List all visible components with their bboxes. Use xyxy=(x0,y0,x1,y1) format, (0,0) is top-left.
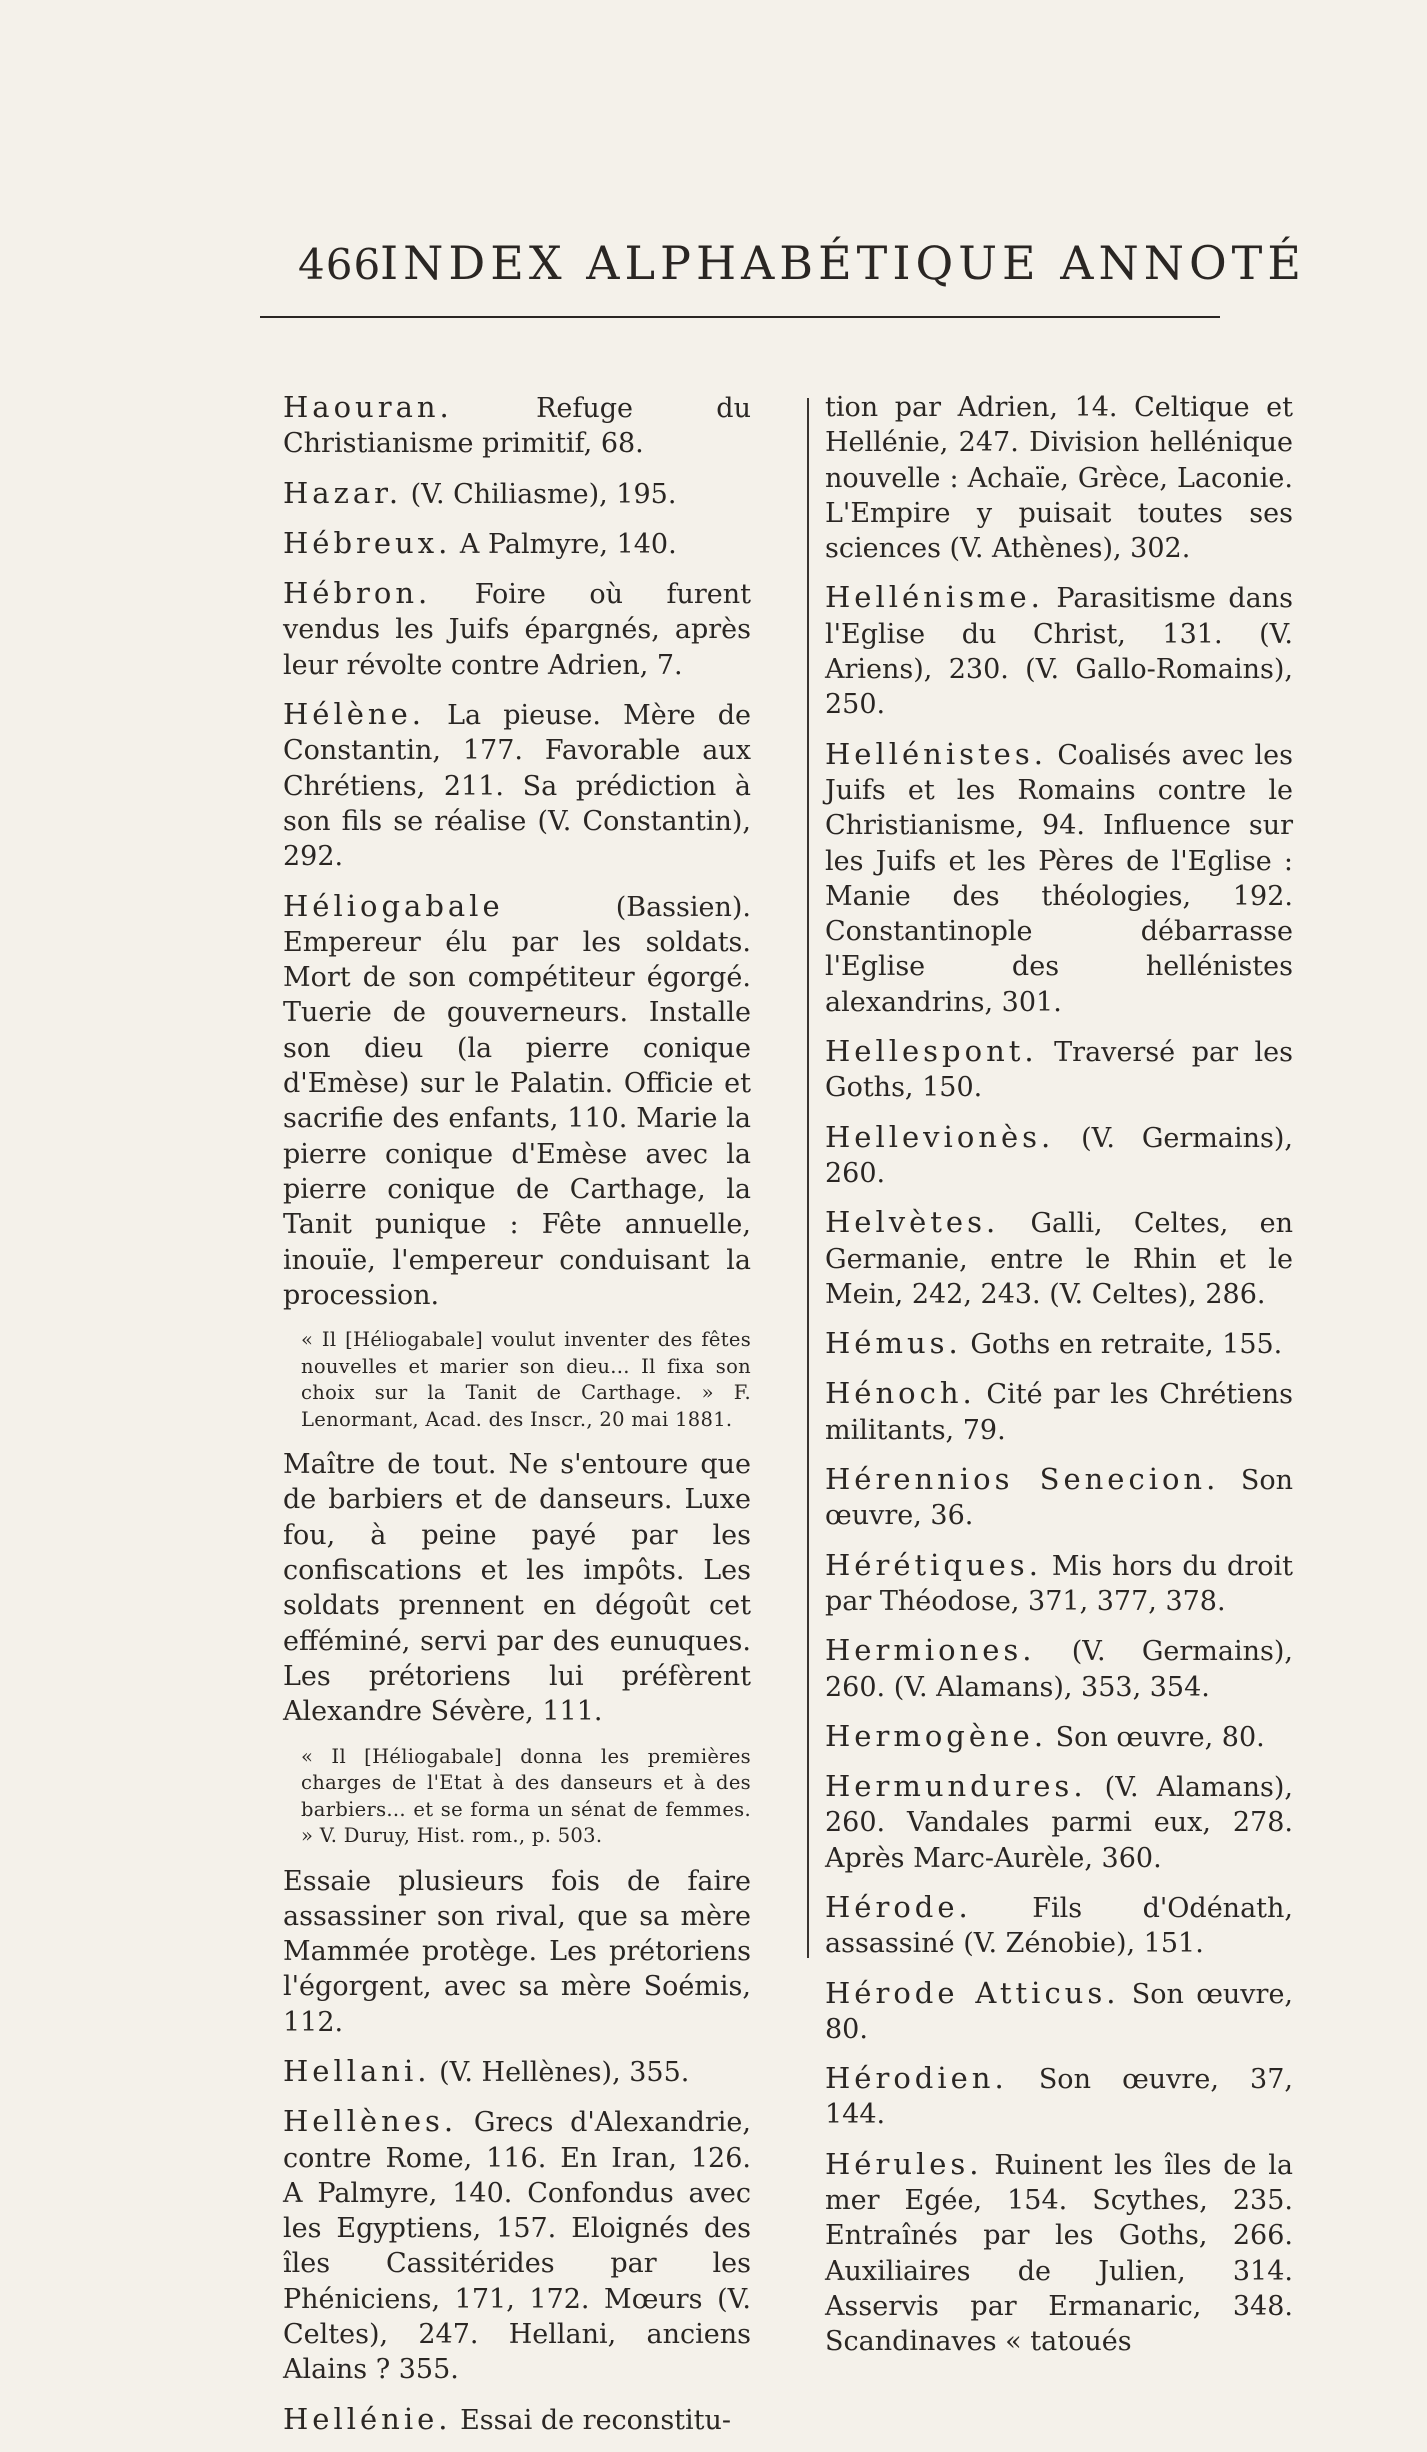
entry-text: Son œuvre, 80. xyxy=(825,1978,1293,2045)
entry-headword: Hermogène. xyxy=(825,1718,1048,1753)
index-entry xyxy=(283,390,751,462)
index-entry xyxy=(283,2054,751,2090)
entry-text: La pieuse. Mère de Constantin, 177. Favorable aux Chrétiens, 211. Sa prédiction à son fils se réalise (V. Constantin), 292. xyxy=(283,700,751,873)
entry-headword: Hellénisme. xyxy=(825,580,1044,615)
left-column xyxy=(283,390,751,2452)
index-entry xyxy=(283,2402,751,2438)
index-entry xyxy=(825,1326,1293,1362)
entry-text: A Palmyre, 140. xyxy=(459,528,677,560)
index-entry xyxy=(283,889,751,1314)
entry-text: Refuge du Christianisme primitif, 68. xyxy=(283,393,751,460)
entry-text: Traversé par les Goths, 150. xyxy=(825,1037,1293,1104)
index-entry xyxy=(825,1376,1293,1448)
right-column xyxy=(825,390,1293,2374)
page-header xyxy=(0,0,1427,320)
entry-text: Goths en retraite, 155. xyxy=(970,1329,1283,1361)
index-entry xyxy=(825,1633,1293,1705)
entry-text: (V. Chiliasme), 195. xyxy=(410,478,677,510)
entry-headword: Hellevionès. xyxy=(825,1119,1055,1154)
entry-headword: Hébron. xyxy=(283,576,432,611)
entry-text: (V. Germains), 260. xyxy=(825,1122,1293,1189)
index-entry xyxy=(825,1034,1293,1106)
index-continuation xyxy=(283,1447,751,1729)
entry-text: (V. Germains), 260. (V. Alamans), 353, 354. xyxy=(825,1636,1293,1703)
entry-headword: Héliogabale xyxy=(283,888,504,923)
column-divider xyxy=(807,398,809,1958)
entry-headword: Hérules. xyxy=(825,2146,983,2181)
entry-text: (V. Alamans), 260. Vandales parmi eux, 278. Après Marc-Aurèle, 360. xyxy=(825,1772,1293,1874)
entry-text: Ruinent les îles de la mer Egée, 154. Scythes, 235. Entraînés par les Goths, 266. Auxiliaires de Julien, 314. Asservis par Ermanaric, 348. Scandinaves « tatoués xyxy=(825,2149,1293,2358)
header-rule xyxy=(260,316,1220,318)
entry-headword: Hérennios Senecion. xyxy=(825,1462,1220,1497)
index-continuation xyxy=(825,390,1293,566)
index-entry xyxy=(283,476,751,512)
entry-text: Cité par les Chrétiens militants, 79. xyxy=(825,1379,1293,1446)
entry-text: Coalisés avec les Juifs et les Romains contre le Christianisme, 94. Influence sur les Juifs et les Pères de l'Eglise : Manie des théologies, 192. Constantinople débarrasse l'Eglise des hellénistes alexandrins, 301. xyxy=(825,739,1293,1018)
entry-text: Parasitisme dans l'Eglise du Christ, 131. (V. Ariens), 230. (V. Gallo-Romains), 250. xyxy=(825,583,1293,721)
entry-headword: Hermundures. xyxy=(825,1769,1087,1804)
index-entry xyxy=(825,580,1293,722)
entry-headword: Hermiones. xyxy=(825,1633,1036,1668)
page-number: 466 xyxy=(298,240,382,289)
entry-text: Galli, Celtes, en Germanie, entre le Rhin et le Mein, 242, 243. (V. Celtes), 286. xyxy=(825,1208,1293,1310)
index-entry xyxy=(825,2061,1293,2133)
entry-headword: Hérode Atticus. xyxy=(825,1975,1120,2010)
index-entry xyxy=(825,1769,1293,1876)
entry-text: Son œuvre, 37, 144. xyxy=(825,2064,1293,2131)
index-entry xyxy=(825,1462,1293,1534)
index-quote: « Il [Héliogabale] voulut inventer des fêtes nouvelles et marier son dieu... Il fixa son choix sur la Tanit de Carthage. » F. Lenormant, Acad. des Inscr., 20 mai 1881. xyxy=(301,1328,751,1431)
entry-text: (V. Hellènes), 355. xyxy=(439,2056,690,2088)
entry-headword: Hellani. xyxy=(283,2053,431,2088)
entry-headword: Hémus. xyxy=(825,1326,962,1361)
entry-text: Son œuvre, 36. xyxy=(825,1465,1293,1532)
entry-text: Maître de tout. Ne s'entoure que de barbiers et de danseurs. Luxe fou, à peine payé par les confiscations et les impôts. Les soldats prennent en dégoût cet efféminé, servi par des eunuques. Les prétoriens lui préfèrent Alexandre Sévère, 111. xyxy=(283,1449,751,1728)
entry-headword: Hébreux. xyxy=(283,525,452,560)
entry-headword: Hellénie. xyxy=(283,2401,452,2436)
entry-headword: Hérode. xyxy=(825,1889,972,1924)
entry-headword: Hazar. xyxy=(283,475,403,510)
entry-text: (Bassien). Empereur élu par les soldats. Mort de son compétiteur égorgé. Tuerie de gouverneurs. Installe son dieu (la pierre conique d'Emèse) sur le Palatin. Officie et sacrifie des enfants, 110. Marie la pierre conique d'Emèse avec la pierre conique de Carthage, la Tanit punique : Fête annuelle, inouïe, l'empereur conduisant la procession. xyxy=(283,891,751,1311)
index-entry xyxy=(283,2104,751,2387)
index-entry xyxy=(825,1120,1293,1192)
index-continuation xyxy=(283,1864,751,2040)
entry-text: Essai de reconstitu- xyxy=(460,2404,732,2436)
index-entry xyxy=(825,1548,1293,1620)
index-entry xyxy=(825,2147,1293,2360)
entry-headword: Hérodien. xyxy=(825,2061,1008,2096)
entry-headword: Hellénistes. xyxy=(825,736,1047,771)
index-entry xyxy=(283,576,751,683)
entry-headword: Hellespont. xyxy=(825,1034,1038,1069)
index-entry xyxy=(283,526,751,562)
index-entry xyxy=(825,1976,1293,2048)
index-entry xyxy=(283,697,751,874)
index-entry xyxy=(825,737,1293,1020)
index-entry xyxy=(825,1205,1293,1312)
entry-headword: Helvètes. xyxy=(825,1205,1000,1240)
entry-headword: Hérétiques. xyxy=(825,1547,1042,1582)
entry-text: Mis hors du droit par Théodose, 371, 377, 378. xyxy=(825,1550,1293,1617)
entry-text: Essaie plusieurs fois de faire assassiner son rival, que sa mère Mammée protège. Les prétoriens l'égorgent, avec sa mère Soémis, 112. xyxy=(283,1865,751,2038)
index-quote: « Il [Héliogabale] donna les premières charges de l'Etat à des danseurs et à des barbiers... et se forma un sénat de femmes. » V. Duruy, Hist. rom., p. 503. xyxy=(301,1744,751,1847)
entry-headword: Haouran. xyxy=(283,390,453,424)
running-title: INDEX ALPHABÉTIQUE ANNOTÉ xyxy=(380,236,1306,290)
entry-text: Fils d'Odénath, assassiné (V. Zénobie), 151. xyxy=(825,1892,1293,1960)
entry-headword: Hellènes. xyxy=(283,2104,458,2139)
entry-text: tion par Adrien, 14. Celtique et Hellénie, 247. Division hellénique nouvelle : Achaïe, Grèce, Laconie. L'Empire y puisait toutes ses sciences (V. Athènes), 302. xyxy=(825,392,1293,565)
entry-text: Son œuvre, 80. xyxy=(1055,1721,1265,1753)
entry-headword: Hélène. xyxy=(283,697,425,732)
entry-text: Grecs d'Alexandrie, contre Rome, 116. En Iran, 126. A Palmyre, 140. Confondus avec les Egyptiens, 157. Eloignés des îles Cassitérides par les Phéniciens, 171, 172. Mœurs (V. Celtes), 247. Hellani, anciens Alains ? 355. xyxy=(283,2107,751,2386)
entry-headword: Hénoch. xyxy=(825,1376,976,1411)
index-entry xyxy=(825,1719,1293,1755)
index-entry xyxy=(825,1890,1293,1962)
entry-text: Foire où furent vendus les Juifs épargnés, après leur révolte contre Adrien, 7. xyxy=(283,579,751,681)
